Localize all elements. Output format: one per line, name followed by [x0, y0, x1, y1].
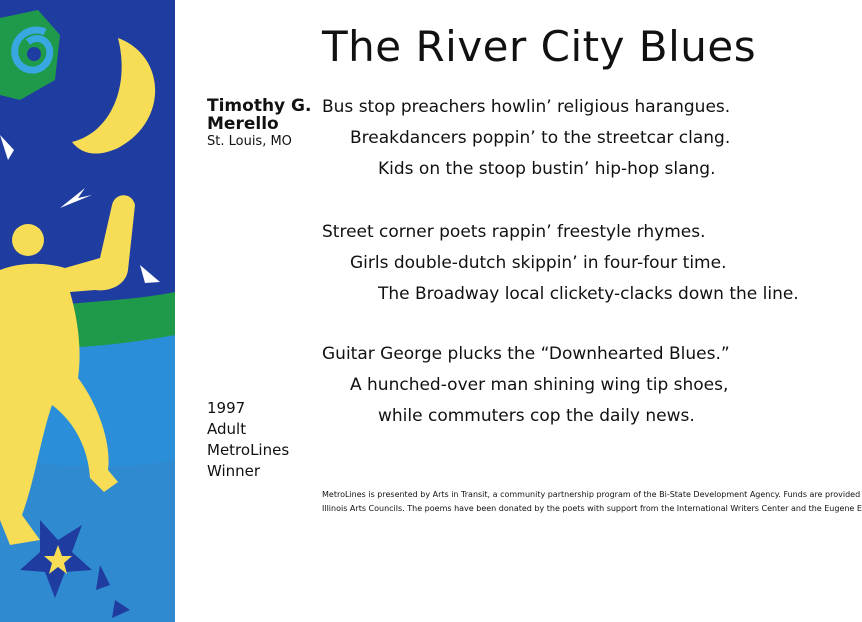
poem-line: Street corner poets rappin’ freestyle rhymes. — [322, 222, 706, 242]
award-program: MetroLines — [207, 441, 290, 459]
poem-line: while commuters cop the daily news. — [378, 406, 695, 426]
author-name-line1: Timothy G. — [207, 96, 312, 116]
poem-line: Bus stop preachers howlin’ religious harangues. — [322, 97, 731, 117]
award-info — [207, 398, 289, 482]
poem-line: The Broadway local clickety-clacks down the line. — [378, 284, 799, 304]
poem-line: A hunched-over man shining wing tip shoes, — [350, 375, 729, 395]
author-name-line2: Merello — [207, 114, 279, 134]
poem-line: Kids on the stoop bustin’ hip-hop slang. — [378, 159, 716, 179]
credits-line: Illinois Arts Councils. The poems have been donated by the poets with support from the International Writers Center and the Eugene E — [322, 504, 862, 513]
poem-line: Girls double-dutch skippin’ in four-four time. — [350, 253, 727, 273]
poem-line: Guitar George plucks the “Downhearted Blues.” — [322, 344, 730, 364]
poster-illustration — [0, 0, 175, 622]
award-year: 1997 — [207, 399, 246, 417]
poem-title: The River City Blues — [322, 22, 757, 71]
credits-text — [322, 488, 862, 516]
author-location: St. Louis, MO — [207, 134, 292, 149]
award-result: Winner — [207, 462, 261, 480]
credits-line: MetroLines is presented by Arts in Transit, a community partnership program of the Bi-State Development Agency. Funds are provided — [322, 490, 861, 499]
author-name — [207, 97, 311, 133]
award-category: Adult — [207, 420, 247, 438]
poem-line: Breakdancers poppin’ to the streetcar clang. — [350, 128, 731, 148]
